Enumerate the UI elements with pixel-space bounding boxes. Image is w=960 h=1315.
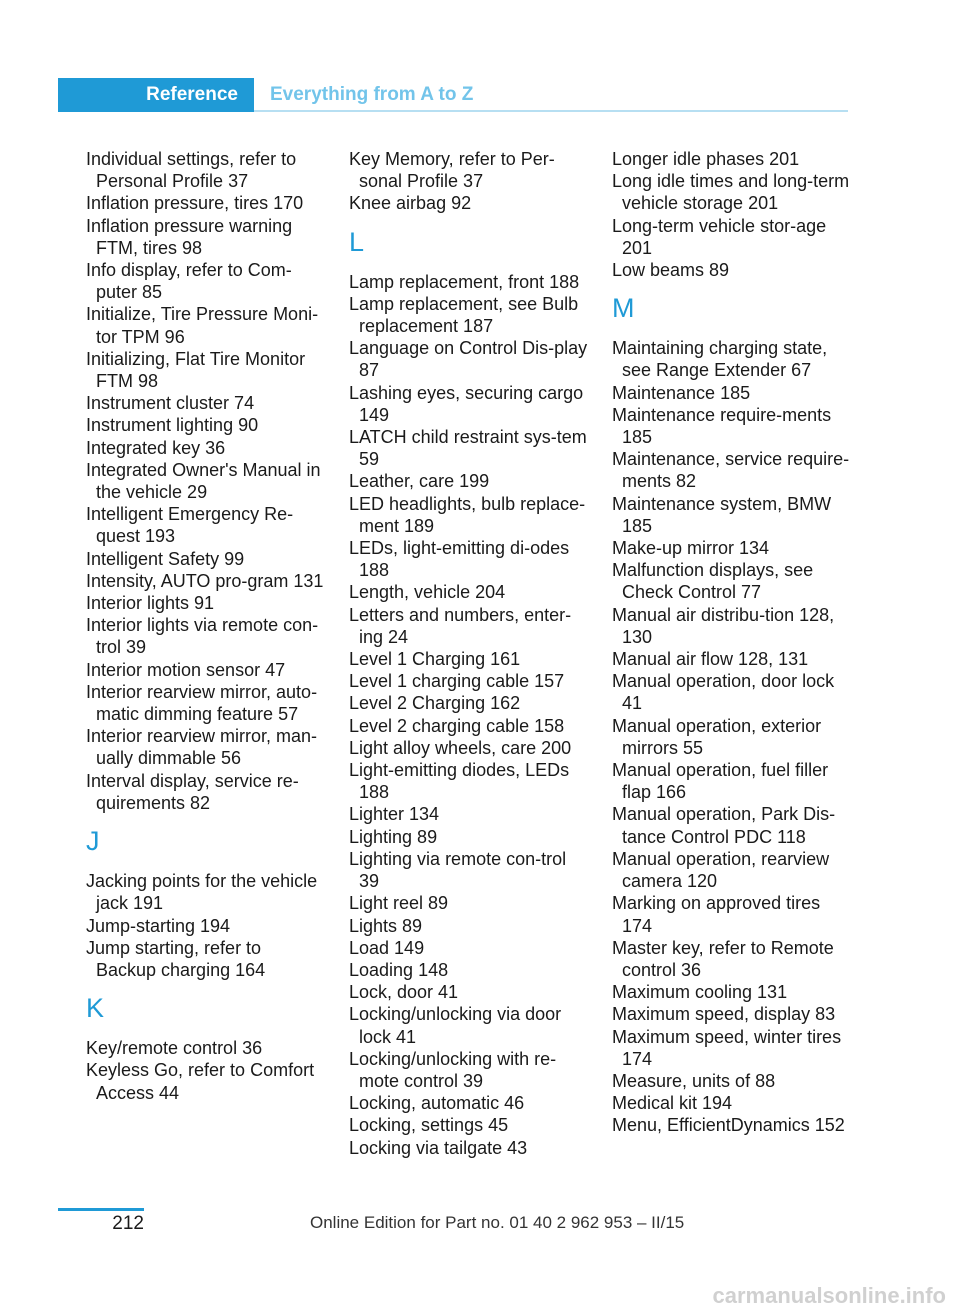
index-entry: Integrated Owner's Manual in the vehicle 29 [86,459,321,503]
edition-note: Online Edition for Part no. 01 40 2 962 953 – II/15 [310,1213,685,1232]
index-entry: Lighter 134 [349,804,440,825]
index-entry: Manual operation, Park Dis-tance Control PDC 118 [612,804,836,847]
index-entry: Instrument cluster 74 [86,393,255,414]
index-entry: Light alloy wheels, care 200 [349,737,572,758]
index-entry: Long idle times and long-term vehicle storage 201 [612,171,850,214]
index-entry: Lashing eyes, securing cargo 149 [349,382,584,425]
index-letter-heading: J [86,826,100,857]
index-entry: Language on Control Dis-play 87 [349,338,588,381]
index-entry: Intelligent Safety 99 [86,548,245,569]
index-column-1 [86,148,326,1104]
index-entry: Make-up mirror 134 [612,538,770,559]
index-entry: Loading 148 [349,959,449,980]
section-tab: Reference [58,78,254,112]
index-entry: Medical kit 194 [612,1093,733,1114]
index-entry: Maximum speed, display 83 [612,1004,836,1025]
index-entry: Manual operation, fuel filler flap 166 [612,760,829,803]
index-entry: Locking via tailgate 43 [349,1137,528,1158]
index-entry: LEDs, light-emitting di-odes 188 [349,538,570,581]
index-entry: Inflation pressure warning FTM, tires 98 [86,215,293,258]
index-entry: Light-emitting diodes, LEDs 188 [349,760,570,803]
index-entry: Light reel 89 [349,893,449,914]
index-entry: Level 1 Charging 161 [349,649,521,670]
page-number: 212 [112,1213,144,1234]
index-entry: Inflation pressure, tires 170 [86,193,304,214]
index-entry: Maintaining charging state, see Range Extender 67 [612,338,828,381]
header-rule [254,110,848,112]
index-entry: Keyless Go, refer to Comfort Access 44 [86,1060,315,1103]
index-entry: Maintenance, service require-ments 82 [612,449,850,492]
index-entry: LED headlights, bulb replace-ment 189 [349,493,586,536]
index-entry: Initialize, Tire Pressure Moni-tor TPM 96 [86,304,319,347]
index-entry: Locking, automatic 46 [349,1093,525,1114]
index-entry: Locking, settings 45 [349,1115,509,1136]
index-letter-heading: K [86,993,105,1024]
index-entry: Info display, refer to Com-puter 85 [86,260,292,303]
index-entry: Load 149 [349,937,425,958]
index-entry: Maximum speed, winter tires 174 [612,1026,842,1069]
index-entry: Intelligent Emergency Re-quest 193 [86,504,294,547]
index-entry: Maintenance system, BMW 185 [612,493,832,536]
index-entry: Knee airbag 92 [349,193,472,214]
index-entry: Longer idle phases 201 [612,149,800,169]
index-entry: Initializing, Flat Tire Monitor FTM 98 [86,348,306,392]
index-entry: Manual operation, door lock 41 [612,671,835,714]
index-entry: Interior rearview mirror, man-ually dimmable 56 [86,726,318,769]
index-entry: Lamp replacement, see Bulb replacement 187 [349,293,579,337]
index-entry: Long-term vehicle stor-age 201 [612,215,827,258]
index-entry: Interior motion sensor 47 [86,659,286,680]
index-letter-heading: M [612,293,635,324]
section-subtitle: Everything from A to Z [270,84,474,105]
index-column-3 [612,148,852,1137]
index-entry: Interval display, service re-quirements 82 [86,770,299,813]
index-entry: LATCH child restraint sys-tem 59 [349,427,587,470]
index-entry: Manual air flow 128, 131 [612,649,809,670]
index-entry: Interior lights 91 [86,593,215,614]
index-entry: Level 2 Charging 162 [349,693,521,714]
index-entry: Jacking points for the vehicle jack 191 [86,871,318,914]
index-entry: Locking/unlocking with re-mote control 39 [349,1048,557,1091]
index-column-2 [349,148,589,1159]
index-entry: Lighting 89 [349,826,438,847]
index-entry: Lock, door 41 [349,982,459,1003]
index-entry: Letters and numbers, enter-ing 24 [349,604,572,647]
index-entry: Malfunction displays, see Check Control 77 [612,560,814,603]
index-entry: Measure, units of 88 [612,1070,776,1091]
index-entry: Maintenance 185 [612,382,751,403]
index-entry: Low beams 89 [612,260,730,281]
index-entry: Intensity, AUTO pro-gram 131 [86,570,324,591]
index-entry: Level 1 charging cable 157 [349,671,565,692]
index-entry: Interior rearview mirror, auto-matic dimming feature 57 [86,681,318,725]
index-entry: Interior lights via remote con-trol 39 [86,615,319,658]
index-entry: Key Memory, refer to Per-sonal Profile 37 [349,149,555,192]
index-entry: Lighting via remote con-trol 39 [349,848,567,892]
index-entry: Key/remote control 36 [86,1038,263,1059]
index-entry: Maximum cooling 131 [612,982,788,1003]
index-entry: Instrument lighting 90 [86,415,259,436]
index-entry: Jump-starting 194 [86,915,231,936]
index-entry: Lamp replacement, front 188 [349,271,580,292]
page-header [58,78,848,112]
index-entry: Length, vehicle 204 [349,582,506,603]
index-entry: Level 2 charging cable 158 [349,715,565,736]
index-entry: Manual operation, rearview camera 120 [612,848,830,892]
index-entry: Maintenance require-ments 185 [612,404,832,448]
index-entry: Menu, EfficientDynamics 152 [612,1115,845,1136]
index-entry: Integrated key 36 [86,437,226,458]
index-entry: Leather, care 199 [349,471,490,492]
index-entry: Manual air distribu-tion 128, 130 [612,604,835,647]
index-entry: Locking/unlocking via door lock 41 [349,1004,562,1047]
index-entry: Individual settings, refer to Personal Profile 37 [86,149,297,192]
index-entry: Manual operation, exterior mirrors 55 [612,715,822,758]
index-entry: Lights 89 [349,915,423,936]
index-entry: Master key, refer to Remote control 36 [612,937,834,980]
footer-bar [58,1208,144,1211]
index-entry: Jump starting, refer to Backup charging 164 [86,937,266,980]
index-letter-heading: L [349,226,365,257]
watermark: carmanualsonline.info [712,1283,946,1308]
index-entry: Marking on approved tires 174 [612,893,821,936]
